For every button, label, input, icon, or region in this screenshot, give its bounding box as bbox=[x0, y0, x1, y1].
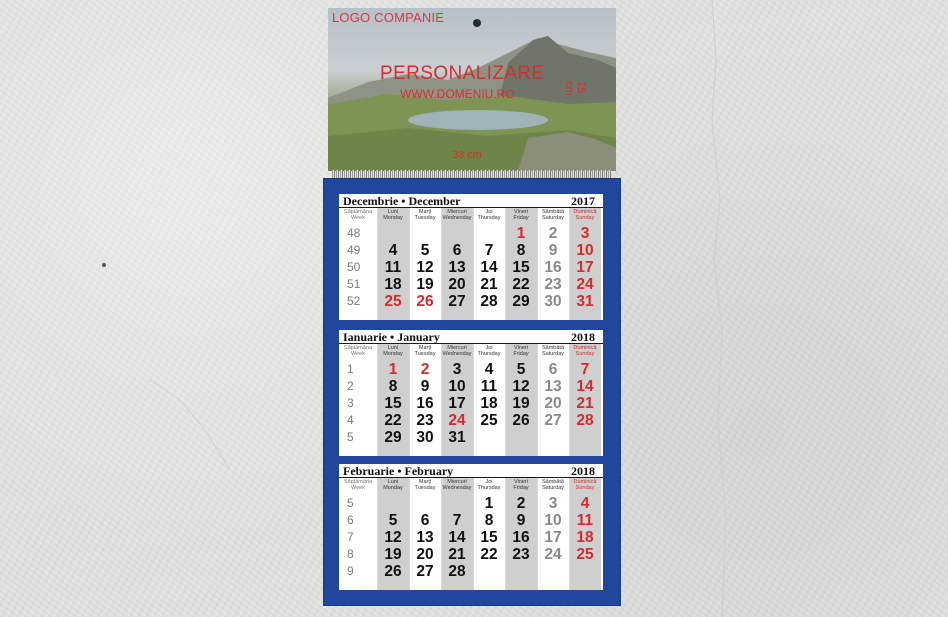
personalization-headline: PERSONALIZARE bbox=[380, 63, 545, 84]
day-number: 7 bbox=[484, 242, 494, 259]
day-number: 9 bbox=[420, 378, 430, 395]
weekday-name-ro: Joi bbox=[485, 345, 493, 351]
day-number: 11 bbox=[576, 512, 594, 529]
day-number: 20 bbox=[448, 276, 466, 293]
weekday-header bbox=[409, 209, 441, 221]
day-number: 2 bbox=[420, 361, 430, 378]
week-number: 52 bbox=[347, 294, 361, 308]
day-number: 2 bbox=[516, 495, 526, 512]
day-number: 27 bbox=[416, 563, 434, 580]
month-title: Februarie • February bbox=[343, 464, 454, 478]
weekday-name-en: Thursday bbox=[477, 351, 501, 357]
day-number: 19 bbox=[512, 395, 530, 412]
month-title: Ianuarie • January bbox=[343, 330, 440, 344]
day-number: 18 bbox=[576, 529, 594, 546]
day-number: 22 bbox=[512, 276, 530, 293]
weekday-header bbox=[377, 345, 409, 357]
day-number: 29 bbox=[512, 293, 530, 310]
weekday-name-en: Friday bbox=[513, 351, 529, 357]
week-header-ro: Săptămâna bbox=[343, 345, 373, 351]
weekday-name-ro: Sâmbătă bbox=[541, 479, 564, 485]
weekday-name-ro: Luni bbox=[387, 479, 399, 485]
weekday-name-ro: Joi bbox=[485, 209, 493, 215]
weekday-name-ro: Miercuri bbox=[447, 345, 467, 351]
day-number: 30 bbox=[544, 293, 562, 310]
weekday-header bbox=[377, 209, 409, 221]
day-number: 8 bbox=[484, 512, 494, 529]
day-number: 7 bbox=[580, 361, 590, 378]
weekday-name-en: Friday bbox=[513, 215, 529, 221]
month-panel bbox=[339, 464, 603, 590]
day-number: 4 bbox=[580, 495, 590, 512]
weekday-name-ro: Luni bbox=[387, 345, 399, 351]
month-header bbox=[339, 194, 603, 208]
week-header-en: Week bbox=[351, 215, 365, 221]
week-number: 49 bbox=[347, 243, 361, 257]
day-number: 12 bbox=[512, 378, 530, 395]
day-number: 1 bbox=[388, 361, 398, 378]
weekday-name-en: Saturday bbox=[541, 485, 564, 491]
week-number: 3 bbox=[347, 396, 354, 410]
day-number: 9 bbox=[516, 512, 526, 529]
weekday-header bbox=[505, 345, 537, 357]
weekday-name-ro: Duminică bbox=[573, 479, 597, 485]
day-number: 10 bbox=[576, 242, 594, 259]
week-number: 2 bbox=[347, 379, 354, 393]
day-number: 31 bbox=[576, 293, 594, 310]
day-number: 13 bbox=[544, 378, 562, 395]
weekday-name-en: Saturday bbox=[541, 215, 564, 221]
day-number: 17 bbox=[448, 395, 466, 412]
day-number: 27 bbox=[544, 412, 562, 429]
day-number: 24 bbox=[544, 546, 562, 563]
day-number: 18 bbox=[384, 276, 402, 293]
day-number: 25 bbox=[576, 546, 594, 563]
day-number: 3 bbox=[452, 361, 462, 378]
weekday-header bbox=[569, 479, 601, 491]
week-number: 9 bbox=[347, 564, 354, 578]
day-number: 7 bbox=[452, 512, 462, 529]
week-header-ro: Săptămâna bbox=[343, 479, 373, 485]
day-number: 22 bbox=[384, 412, 402, 429]
weekday-header bbox=[505, 209, 537, 221]
day-number: 21 bbox=[576, 395, 594, 412]
day-number: 5 bbox=[388, 512, 398, 529]
day-number: 26 bbox=[384, 563, 402, 580]
day-number: 13 bbox=[416, 529, 434, 546]
weekday-name-ro: Miercuri bbox=[447, 209, 467, 215]
day-number: 16 bbox=[416, 395, 434, 412]
weekday-name-ro: Sâmbătă bbox=[541, 345, 564, 351]
month-year: 2018 bbox=[571, 330, 595, 344]
weekday-name-ro: Duminică bbox=[573, 345, 597, 351]
day-number: 10 bbox=[544, 512, 562, 529]
day-number: 1 bbox=[516, 225, 526, 242]
day-number: 20 bbox=[416, 546, 434, 563]
weekday-name-en: Tuesday bbox=[414, 351, 436, 357]
weekday-name-en: Tuesday bbox=[414, 215, 436, 221]
day-number: 15 bbox=[384, 395, 402, 412]
weekday-name-ro: Marți bbox=[418, 209, 432, 215]
day-number: 24 bbox=[448, 412, 466, 429]
weekday-name-ro: Vineri bbox=[514, 479, 528, 485]
day-number: 21 bbox=[480, 276, 498, 293]
month-header bbox=[339, 464, 603, 478]
weekday-header bbox=[473, 209, 505, 221]
month-title: Decembrie • December bbox=[343, 194, 461, 208]
day-number: 1 bbox=[484, 495, 494, 512]
domain-text: WWW.DOMENIU.RO bbox=[400, 87, 515, 101]
day-number: 5 bbox=[420, 242, 430, 259]
day-number: 25 bbox=[480, 412, 498, 429]
weekday-name-ro: Marți bbox=[418, 345, 432, 351]
day-number: 12 bbox=[384, 529, 402, 546]
weekday-header bbox=[377, 479, 409, 491]
day-number: 6 bbox=[420, 512, 430, 529]
day-number: 21 bbox=[448, 546, 466, 563]
day-number: 8 bbox=[388, 378, 398, 395]
weekday-name-ro: Vineri bbox=[514, 209, 528, 215]
day-number: 3 bbox=[580, 225, 590, 242]
day-number: 5 bbox=[516, 361, 526, 378]
weekday-header bbox=[441, 209, 473, 221]
header-photo bbox=[328, 8, 616, 171]
week-number: 8 bbox=[347, 547, 354, 561]
weekday-header bbox=[537, 209, 569, 221]
day-number: 23 bbox=[544, 276, 562, 293]
weekday-name-en: Wednesday bbox=[442, 485, 472, 491]
day-number: 10 bbox=[448, 378, 466, 395]
day-number: 19 bbox=[384, 546, 402, 563]
day-number: 14 bbox=[576, 378, 594, 395]
day-number: 2 bbox=[548, 225, 558, 242]
day-number: 22 bbox=[480, 546, 498, 563]
day-number: 29 bbox=[384, 429, 402, 446]
weekday-header bbox=[569, 345, 601, 357]
weekday-name-ro: Vineri bbox=[514, 345, 528, 351]
day-number: 28 bbox=[576, 412, 594, 429]
weekday-name-ro: Joi bbox=[485, 479, 493, 485]
week-header bbox=[339, 345, 377, 357]
weekday-name-en: Saturday bbox=[541, 351, 564, 357]
weekday-name-ro: Marți bbox=[418, 479, 432, 485]
spiral-binding bbox=[332, 170, 612, 178]
day-number: 31 bbox=[448, 429, 466, 446]
day-number: 23 bbox=[416, 412, 434, 429]
weekday-name-en: Sunday bbox=[575, 351, 595, 357]
day-number: 26 bbox=[416, 293, 434, 310]
width-dimension: 33 cm bbox=[452, 149, 482, 161]
month-header bbox=[339, 330, 603, 344]
weekday-header bbox=[473, 345, 505, 357]
weekday-header bbox=[537, 345, 569, 357]
day-number: 30 bbox=[416, 429, 434, 446]
day-number: 4 bbox=[484, 361, 494, 378]
hanging-hole bbox=[473, 19, 481, 27]
weekday-name-ro: Luni bbox=[387, 209, 399, 215]
month-panel bbox=[339, 194, 603, 320]
weekday-name-en: Thursday bbox=[477, 215, 501, 221]
weekday-name-en: Friday bbox=[513, 485, 529, 491]
day-number: 14 bbox=[448, 529, 466, 546]
week-number: 5 bbox=[347, 430, 354, 444]
week-number: 5 bbox=[347, 496, 354, 510]
weekday-name-en: Monday bbox=[383, 215, 403, 221]
day-number: 9 bbox=[548, 242, 558, 259]
day-number: 16 bbox=[544, 259, 562, 276]
month-year: 2018 bbox=[571, 464, 595, 478]
day-number: 17 bbox=[544, 529, 562, 546]
day-number: 3 bbox=[548, 495, 558, 512]
weekday-header bbox=[569, 209, 601, 221]
day-number: 13 bbox=[448, 259, 466, 276]
day-number: 4 bbox=[388, 242, 398, 259]
day-number: 15 bbox=[512, 259, 530, 276]
weekday-name-en: Thursday bbox=[477, 485, 501, 491]
week-header bbox=[339, 479, 377, 491]
week-number: 50 bbox=[347, 260, 361, 274]
weekday-name-en: Wednesday bbox=[442, 351, 472, 357]
weekday-name-ro: Duminică bbox=[573, 209, 597, 215]
weekday-name-en: Sunday bbox=[575, 485, 595, 491]
week-number: 1 bbox=[347, 362, 354, 376]
day-number: 23 bbox=[512, 546, 530, 563]
week-number: 51 bbox=[347, 277, 361, 291]
weekday-header bbox=[441, 345, 473, 357]
week-number: 6 bbox=[347, 513, 354, 527]
weekday-header bbox=[409, 479, 441, 491]
month-panel bbox=[339, 330, 603, 456]
day-number: 6 bbox=[452, 242, 462, 259]
weekday-name-en: Tuesday bbox=[414, 485, 436, 491]
day-number: 19 bbox=[416, 276, 434, 293]
weekday-name-en: Sunday bbox=[575, 215, 595, 221]
day-number: 8 bbox=[516, 242, 526, 259]
weekday-name-ro: Sâmbătă bbox=[541, 209, 564, 215]
weekday-header bbox=[505, 479, 537, 491]
day-number: 20 bbox=[544, 395, 562, 412]
week-number: 7 bbox=[347, 530, 354, 544]
weekday-header bbox=[409, 345, 441, 357]
day-number: 27 bbox=[448, 293, 466, 310]
week-header bbox=[339, 209, 377, 221]
weekday-header bbox=[537, 479, 569, 491]
weekday-name-en: Monday bbox=[383, 351, 403, 357]
logo-text: LOGO COMPANIE bbox=[332, 10, 445, 25]
week-header-ro: Săptămâna bbox=[343, 209, 373, 215]
day-number: 24 bbox=[576, 276, 594, 293]
day-number: 11 bbox=[480, 378, 498, 395]
day-number: 16 bbox=[512, 529, 530, 546]
month-year: 2017 bbox=[571, 194, 595, 208]
weekday-name-en: Monday bbox=[383, 485, 403, 491]
day-number: 28 bbox=[448, 563, 466, 580]
day-number: 17 bbox=[576, 259, 594, 276]
week-number: 4 bbox=[347, 413, 354, 427]
week-header-en: Week bbox=[351, 485, 365, 491]
day-number: 14 bbox=[480, 259, 498, 276]
weekday-header bbox=[441, 479, 473, 491]
day-number: 25 bbox=[384, 293, 402, 310]
day-number: 12 bbox=[416, 259, 434, 276]
day-number: 11 bbox=[384, 259, 402, 276]
week-header-en: Week bbox=[351, 351, 365, 357]
week-number: 48 bbox=[347, 226, 361, 240]
day-number: 26 bbox=[512, 412, 530, 429]
weekday-name-ro: Miercuri bbox=[447, 479, 467, 485]
weekday-header bbox=[473, 479, 505, 491]
day-number: 28 bbox=[480, 293, 498, 310]
day-number: 18 bbox=[480, 395, 498, 412]
weekday-name-en: Wednesday bbox=[442, 215, 472, 221]
day-number: 6 bbox=[548, 361, 558, 378]
height-dimension: 15 cm bbox=[563, 81, 587, 96]
day-number: 15 bbox=[480, 529, 498, 546]
